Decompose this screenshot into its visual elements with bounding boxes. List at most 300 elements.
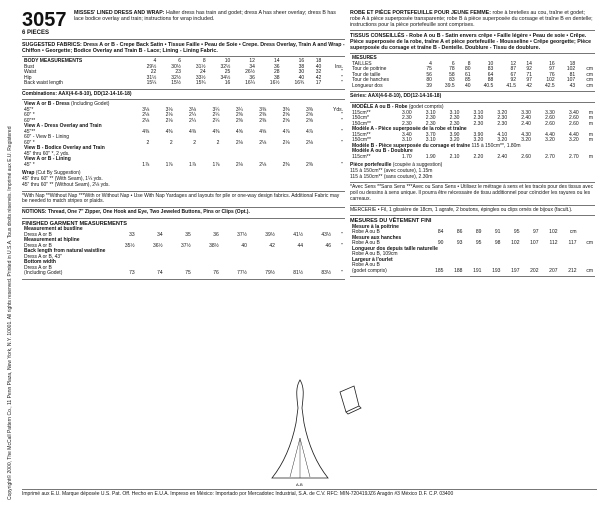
- table-cell: 3.70: [425, 131, 436, 138]
- table-cell: 1⅞: [142, 161, 150, 168]
- table-cell: 2.60: [545, 120, 555, 127]
- table-cell: cm: [586, 71, 593, 78]
- table-cell: 12: [249, 58, 255, 65]
- table-cell: 3⅛: [165, 106, 173, 113]
- table-cell: 3⅜: [259, 106, 267, 113]
- table-cell: 76: [213, 270, 219, 277]
- table-cell: cm: [586, 267, 593, 274]
- table-cell: Dress A or B: [24, 242, 52, 249]
- table-cell: 16¼: [245, 80, 255, 87]
- table-cell: 4⅜: [142, 128, 150, 135]
- table-cell: ": [341, 139, 343, 146]
- table-cell: 3¼: [212, 106, 220, 113]
- table-cell: 36: [249, 74, 255, 81]
- table-cell: 193: [492, 267, 501, 274]
- combinations-fr: Séries: AAX(4-6-8-10), DD(12-14-16-18): [350, 92, 595, 103]
- table-cell: 8: [202, 58, 206, 65]
- wrap-sub-fr: (coupée à suggestion): [392, 162, 443, 169]
- finished-row: [350, 269, 595, 275]
- table-cell: 41½: [293, 231, 304, 238]
- table-cell: 81½: [293, 270, 304, 277]
- table-cell: 2.70: [545, 153, 555, 160]
- table-cell: 2⅛: [235, 161, 243, 168]
- table-cell: 3.10: [401, 137, 412, 144]
- table-cell: 40: [315, 63, 322, 70]
- table-cell: 30½: [171, 63, 181, 70]
- table-cell: 3.20: [545, 137, 555, 144]
- table-cell: cm: [569, 229, 577, 236]
- table-cell: 3.40: [568, 109, 579, 116]
- table-cell: 12: [510, 60, 517, 67]
- table-cell: 3.10: [473, 109, 484, 116]
- table-cell: Tour de hanches: [352, 77, 389, 84]
- table-cell: 14: [526, 60, 532, 67]
- table-cell: ": [341, 80, 343, 87]
- table-cell: 89: [475, 229, 482, 236]
- table-cell: 2.30: [401, 120, 412, 127]
- table-cell: 83: [487, 66, 494, 73]
- table-cell: ": [341, 117, 343, 124]
- table-cell: 2.40: [521, 115, 531, 122]
- table-cell: 34: [249, 63, 255, 70]
- table-cell: 61: [464, 71, 471, 78]
- table-cell: 3.20: [497, 109, 508, 116]
- table-cell: 58: [449, 71, 455, 78]
- table-cell: 81: [569, 71, 576, 78]
- table-cell: 1⅞: [165, 161, 173, 168]
- table-cell: 60" *: [24, 139, 35, 146]
- table-subheading: Mesure aux hanches: [352, 234, 402, 241]
- table-cell: 4⅜: [189, 128, 196, 135]
- table-cell: 3.20: [521, 137, 531, 144]
- finished-row: [22, 271, 345, 277]
- table-cell: 28: [273, 69, 280, 76]
- table-cell: 30: [298, 69, 305, 76]
- wrap-heading-en: Wrap: [22, 170, 35, 177]
- table-cell: 2⅛: [259, 161, 267, 168]
- table-cell: ": [341, 270, 343, 277]
- table-cell: 102: [511, 240, 520, 247]
- table-subheading: Back length from natural waistline: [24, 248, 106, 255]
- table-cell: 3.20: [449, 137, 460, 144]
- table-subheading: Bottom width: [24, 259, 56, 266]
- table-cell: Robe A ou B: [352, 229, 380, 236]
- table-cell: 3.10: [449, 109, 460, 116]
- table-cell: 3.20: [497, 137, 508, 144]
- table-cell: 31½: [195, 63, 206, 70]
- table-cell: 88: [487, 77, 494, 84]
- table-cell: 15½: [171, 80, 181, 87]
- table-cell: Dress A or B: [24, 264, 52, 271]
- table-cell: (Including Godet): [24, 270, 63, 277]
- table-cell: 2⅝: [306, 117, 313, 124]
- side-copyright: Copyright© 2000, The McCall Pattern Co., 11 Penn Plaza, New York, N.Y. 10001. All rights reserved. Printed in U.S.A. Tous droits réservés. Imprimé aux E.U. Registered: [7, 126, 13, 500]
- table-cell: 60" - View B - Lining: [24, 134, 70, 141]
- table-cell: 2.60: [568, 120, 579, 127]
- table-cell: 92: [510, 77, 517, 84]
- table-cell: 95: [475, 240, 482, 247]
- table-cell: 4: [429, 60, 432, 67]
- table-cell: 6: [178, 58, 181, 65]
- table-cell: Hip: [24, 74, 32, 81]
- table-cell: 2⅝: [282, 117, 290, 124]
- table-cell: 2.30: [497, 120, 508, 127]
- table-subheading: Modèle A - Pièce superposée de la robe et traîne: [352, 126, 467, 133]
- table-cell: 87: [510, 66, 517, 73]
- table-cell: 2⅛: [259, 139, 267, 146]
- table-cell: (godet compris): [352, 267, 387, 274]
- table-cell: ": [341, 231, 343, 238]
- table-cell: m: [588, 120, 593, 127]
- table-cell: 2.70: [568, 153, 579, 160]
- table-cell: m: [588, 131, 593, 138]
- godet-lines: [290, 438, 310, 478]
- table-cell: ": [341, 69, 343, 76]
- table-cell: 35: [185, 231, 191, 238]
- table-cell: 2.60: [545, 115, 555, 122]
- table-subheading: View A - Dress Overlay and Train: [24, 123, 102, 130]
- table-subheading: View A or B - Dress (Including Godet): [24, 101, 110, 108]
- table-cell: 83: [449, 77, 455, 84]
- table-cell: 36: [213, 231, 219, 238]
- table-cell: 31½: [146, 74, 157, 81]
- table-cell: 40: [464, 82, 471, 89]
- table-cell: 2⅜: [235, 117, 243, 124]
- table-cell: 78: [449, 66, 455, 73]
- table-cell: 42: [526, 82, 532, 89]
- table-subheading: Measurement at bustline: [24, 226, 83, 233]
- table-cell: 4.40: [545, 131, 555, 138]
- table-cell: 98: [494, 240, 501, 247]
- table-cell: 46: [325, 242, 332, 249]
- table-cell: 2⅝: [282, 112, 290, 119]
- wrap-line2-fr: 115 à 150cm** (sans couture), 2.30m: [350, 173, 433, 180]
- table-cell: 4.40: [568, 131, 579, 138]
- table-cell: 23: [175, 69, 181, 76]
- table-cell: 3.20: [473, 137, 484, 144]
- table-cell: 45"**: [24, 128, 36, 135]
- wrap-drawing: [340, 386, 361, 414]
- table-cell: 16: [298, 58, 305, 65]
- table-cell: 3.40: [401, 131, 412, 138]
- table-cell: 2¼: [212, 112, 220, 119]
- table-cell: Waist: [24, 69, 37, 76]
- table-cell: 43½: [321, 231, 332, 238]
- table-cell: 2.10: [449, 153, 460, 160]
- table-cell: 4⅝: [235, 128, 243, 135]
- table-cell: 34½: [220, 74, 231, 81]
- table-cell: Robe A ou B: [352, 240, 380, 247]
- description-en: Halter dress has train and godet; dress A has sheer overlay; dress B has lace bodice overlay and train; instructions for wrap included.: [74, 10, 336, 23]
- table-cell: 2.30: [425, 115, 436, 122]
- header-fr: [350, 8, 595, 31]
- table-cell: 97: [526, 77, 532, 84]
- table-cell: 10: [487, 60, 494, 67]
- table-cell: 2: [216, 139, 220, 146]
- table-cell: 4⅜: [165, 128, 173, 135]
- table-cell: Bust: [24, 63, 35, 70]
- table-subheading: Measurement at hipline: [24, 237, 80, 244]
- yardage-row: [22, 163, 345, 169]
- title-en: MISSES' LINED DRESS AND WRAP:: [74, 10, 165, 16]
- table-cell: 95: [513, 229, 520, 236]
- table-cell: 4.30: [521, 131, 531, 138]
- table-cell: 107: [530, 240, 539, 247]
- table-cell: m: [588, 137, 593, 144]
- table-cell: 2⅛: [282, 139, 290, 146]
- english-column: [22, 8, 345, 280]
- table-cell: 2⅜: [282, 161, 290, 168]
- table-cell: 3¼: [235, 106, 243, 113]
- table-cell: 102: [566, 66, 576, 73]
- wrap-sub-en: (Cut By Suggestion): [35, 170, 81, 177]
- finished-heading-fr: MESURES DU VÊTEMENT FINI: [350, 218, 432, 225]
- back-view-diagram: [262, 378, 382, 490]
- table-cell: 42.5: [544, 82, 555, 89]
- table-cell: Tour de poitrine: [352, 66, 387, 73]
- table-cell: 44: [297, 242, 304, 249]
- table-cell: 60"**: [24, 117, 36, 124]
- table-cell: 91: [494, 229, 501, 236]
- table-cell: 4⅜: [212, 128, 220, 135]
- table-cell: 2: [146, 139, 150, 146]
- table-cell: 33½: [195, 74, 206, 81]
- table-cell: 97: [549, 66, 555, 73]
- table-cell: 4: [153, 58, 157, 65]
- fabrics-en: SUGGESTED FABRICS: Dress A or B - Crepe Back Satin • Tissue Faille • Peau de Soie • Crepe. Dress Overlay, Train A and Wrap - Chiffon • Georgette; Bodice Overlay and Train B - Lace; Lining - Lining Fabric.: [22, 40, 345, 57]
- table-cell: 2¼: [189, 112, 196, 119]
- table-cell: Back waist length: [24, 80, 63, 87]
- table-cell: 2⅜: [259, 112, 267, 119]
- table-subheading: View A or B - Lining: [24, 156, 71, 163]
- table-subheading: Mesure à la poitrine: [352, 223, 399, 230]
- footer-legal: Imprimé aux E.U. Marque déposée U.S. Pat. Off. Hecho en E.U.A. Impreso en México: Importado por Mercadotec Industrial, S.A. de C.V. RFC: MIN-720419JZ6 Aragón #3 México D.F. C.P. 03400: [22, 489, 597, 498]
- table-cell: 115cm**: [352, 153, 371, 160]
- table-cell: m: [588, 153, 593, 160]
- yardage-row: [350, 155, 595, 161]
- table-cell: 36½: [152, 242, 163, 249]
- table-cell: 1⅞: [189, 161, 196, 168]
- table-cell: 22: [150, 69, 157, 76]
- table-cell: 34: [157, 231, 163, 238]
- table-cell: 25: [224, 69, 231, 76]
- table-cell: 14: [273, 58, 280, 65]
- finished-en: [22, 219, 345, 280]
- table-cell: 2: [193, 139, 196, 146]
- table-cell: 3.90: [473, 131, 484, 138]
- table-cell: 15¾: [195, 80, 206, 87]
- table-cell: 39½: [265, 231, 275, 238]
- table-cell: 18: [315, 58, 322, 65]
- fabrics-fr: TISSUS CONSEILLÉS - Robe A ou B - Satin envers crêpe • Faille légère • Peau de soie • Crêpe. Pièce superposée de la robe, traîne A et pièce portefeuille - Mousseline • Crêpe georgette; Pièce superposée du corsage et traîne B - Dentelle. Doublure - Tissu de doublure.: [350, 31, 595, 54]
- table-cell: 150cm**: [352, 120, 371, 127]
- table-cell: 188: [454, 267, 463, 274]
- table-cell: 10: [224, 58, 231, 65]
- table-cell: 97: [532, 229, 539, 236]
- finished-heading-en: FINISHED GARMENT MEASUREMENTS: [22, 220, 128, 227]
- table-cell: 38½: [209, 242, 219, 249]
- table-cell: 74: [157, 270, 163, 277]
- table-cell: m: [588, 115, 593, 122]
- table-cell: 92: [526, 66, 532, 73]
- body-measurements-fr: [350, 54, 595, 92]
- table-cell: MESURES: [352, 55, 377, 62]
- table-cell: 1.90: [425, 153, 436, 160]
- table-cell: 24: [200, 69, 206, 76]
- table-cell: 75: [185, 270, 191, 277]
- table-cell: 73: [129, 270, 135, 277]
- nap-note-fr: *Avec Sens **Sans Sens ***Avec ou Sans Sens • Utilisez le métrage à sens et les tracés pour des tissus avec poil ou dessins à sens unique. Il pourra être nécessaire de tissu additionnel pour coïncider les rayures ou les carreaux.: [350, 183, 595, 205]
- table-cell: 150cm**: [352, 137, 371, 144]
- table-cell: BODY MEASUREMENTS: [24, 58, 83, 65]
- table-cell: 2.30: [449, 120, 460, 127]
- table-cell: 40: [298, 74, 305, 81]
- table-cell: 2.30: [449, 115, 460, 122]
- table-cell: 16: [549, 60, 555, 67]
- table-cell: Tour de taille: [352, 71, 381, 78]
- table-cell: cm: [586, 66, 593, 73]
- table-cell: 2.60: [521, 153, 531, 160]
- table-cell: 3.10: [425, 109, 436, 116]
- table-cell: 39: [426, 82, 432, 89]
- table-cell: 2⅜: [235, 112, 243, 119]
- table-cell: 2⅛: [165, 117, 173, 124]
- table-cell: 86: [456, 229, 463, 236]
- french-column: [350, 8, 595, 277]
- table-cell: 2⅝: [306, 112, 313, 119]
- table-cell: 3⅛: [142, 106, 150, 113]
- table-cell: 40.5: [483, 82, 494, 89]
- table-cell: 45"*: [24, 106, 34, 113]
- table-cell: 64: [487, 71, 494, 78]
- table-cell: 197: [511, 267, 520, 274]
- diagram-label: A-B: [296, 482, 303, 487]
- table-cell: 112: [549, 240, 558, 247]
- table-cell: 26½: [245, 69, 255, 76]
- table-cell: 83½: [321, 270, 332, 277]
- table-cell: 56: [426, 71, 432, 78]
- table-cell: 32½: [220, 63, 231, 70]
- table-cell: 17: [315, 80, 322, 87]
- table-cell: Dress A or B: [24, 231, 52, 238]
- table-cell: 71: [526, 71, 532, 78]
- table-cell: 2.30: [425, 120, 436, 127]
- table-cell: 16¾: [294, 80, 305, 87]
- table-cell: 2⅛: [165, 112, 173, 119]
- table-cell: 29½: [146, 63, 157, 70]
- table-cell: 40: [241, 242, 247, 249]
- table-cell: 2⅛: [142, 112, 150, 119]
- table-cell: 3⅛: [189, 106, 196, 113]
- table-cell: Robe A ou B, 109cm: [352, 251, 398, 258]
- table-cell: 18: [569, 60, 576, 67]
- wrap-line2-en: 45" thru 60" ** (Without Seam), 2⅛ yds.: [22, 181, 110, 188]
- table-cell: cm: [586, 82, 593, 89]
- table-cell: 67: [510, 71, 517, 78]
- table-cell: 115cm**: [352, 109, 371, 116]
- table-cell: 43: [569, 82, 576, 89]
- table-cell: m: [588, 109, 593, 116]
- table-cell: 45" thru 60" *, 2 yds.: [24, 150, 70, 157]
- table-cell: 41.5: [506, 82, 517, 89]
- table-cell: 2⅛: [235, 139, 243, 146]
- table-cell: 4⅞: [282, 128, 290, 135]
- table-subheading: MODÈLE A ou B - Robe (godet compris): [352, 104, 444, 111]
- table-cell: Ins.: [334, 63, 343, 70]
- table-cell: 102: [546, 77, 555, 84]
- table-cell: ": [341, 242, 343, 249]
- table-cell: ": [341, 112, 343, 119]
- notions-en: NOTIONS: Thread, One 7" Zipper, One Hook and Eye, Two Jeweled Buttons, Pins or Clips (Opt.).: [22, 208, 345, 219]
- table-subheading: View B - Bodice Overlay and Train: [24, 145, 105, 152]
- table-subheading: Largeur à l'ourlet: [352, 256, 393, 263]
- table-cell: 32: [315, 69, 322, 76]
- table-cell: 207: [549, 267, 558, 274]
- table-cell: 3.90: [449, 131, 460, 138]
- yardage-en: [22, 100, 345, 191]
- table-cell: ": [341, 74, 343, 81]
- wrap-heading-fr: Pièce portefeuille: [350, 162, 392, 169]
- table-cell: Dress A or B, 43": [24, 253, 62, 260]
- table-cell: 4⅝: [259, 128, 267, 135]
- combinations-en: Combinations: AAX(4-6-8-10), DD(12-14-16-18): [22, 90, 345, 101]
- table-cell: 80: [464, 66, 471, 73]
- table-cell: 60" *: [24, 112, 35, 119]
- table-cell: 90: [437, 240, 444, 247]
- table-cell: 2¼: [212, 117, 220, 124]
- table-cell: 6: [451, 60, 455, 67]
- table-cell: 84: [437, 229, 444, 236]
- table-cell: 185: [435, 267, 444, 274]
- table-cell: 1⅞: [212, 161, 220, 168]
- table-cell: 35½: [124, 242, 135, 249]
- table-cell: 79½: [265, 270, 275, 277]
- table-subheading: Modèle A ou B - Doublure: [352, 148, 413, 155]
- table-cell: 2.30: [497, 115, 508, 122]
- body-measure-row: [350, 84, 595, 90]
- table-cell: 76: [549, 71, 555, 78]
- table-cell: 33: [129, 231, 135, 238]
- wrap-line1-en: 45" thru 60" ** (With Seam), 1¼ yds.: [22, 176, 103, 183]
- table-cell: 3⅜: [306, 106, 313, 113]
- table-cell: 3.20: [568, 137, 579, 144]
- table-cell: 107: [566, 77, 576, 84]
- table-cell: Longueur dos: [352, 82, 383, 89]
- table-cell: Robe A ou B: [352, 262, 380, 269]
- pieces-count: 6 PIECES: [22, 30, 50, 36]
- table-cell: 42: [315, 74, 322, 81]
- table-cell: 4.10: [497, 131, 508, 138]
- table-cell: 3.30: [521, 109, 531, 116]
- table-cell: 2.40: [497, 153, 508, 160]
- table-cell: 2⅛: [142, 117, 150, 124]
- description-fr: robe à bretelles au cou, traîne et godet; robe A à pièce superposée transparente; robe B à pièce superposée du corsage et traîne B en dentelle; instructions pour la pièce portefeuille sont comprises.: [350, 10, 593, 29]
- table-cell: TAILLES: [352, 60, 372, 67]
- table-cell: 2.60: [568, 115, 579, 122]
- table-cell: 93: [456, 240, 463, 247]
- title-fr: ROBE ET PIÈCE PORTEFEUILLE POUR JEUNE FEMME:: [350, 10, 491, 16]
- yardage-fr: [350, 103, 595, 183]
- table-cell: 2⅜: [259, 117, 267, 124]
- table-cell: 2.20: [473, 153, 484, 160]
- table-cell: 3⅜: [282, 106, 290, 113]
- table-cell: 212: [568, 267, 577, 274]
- table-cell: 2.40: [521, 120, 531, 127]
- table-cell: 2.30: [473, 115, 484, 122]
- table-cell: 2.30: [473, 120, 484, 127]
- table-cell: 2.30: [401, 115, 412, 122]
- table-cell: 39.5: [444, 82, 455, 89]
